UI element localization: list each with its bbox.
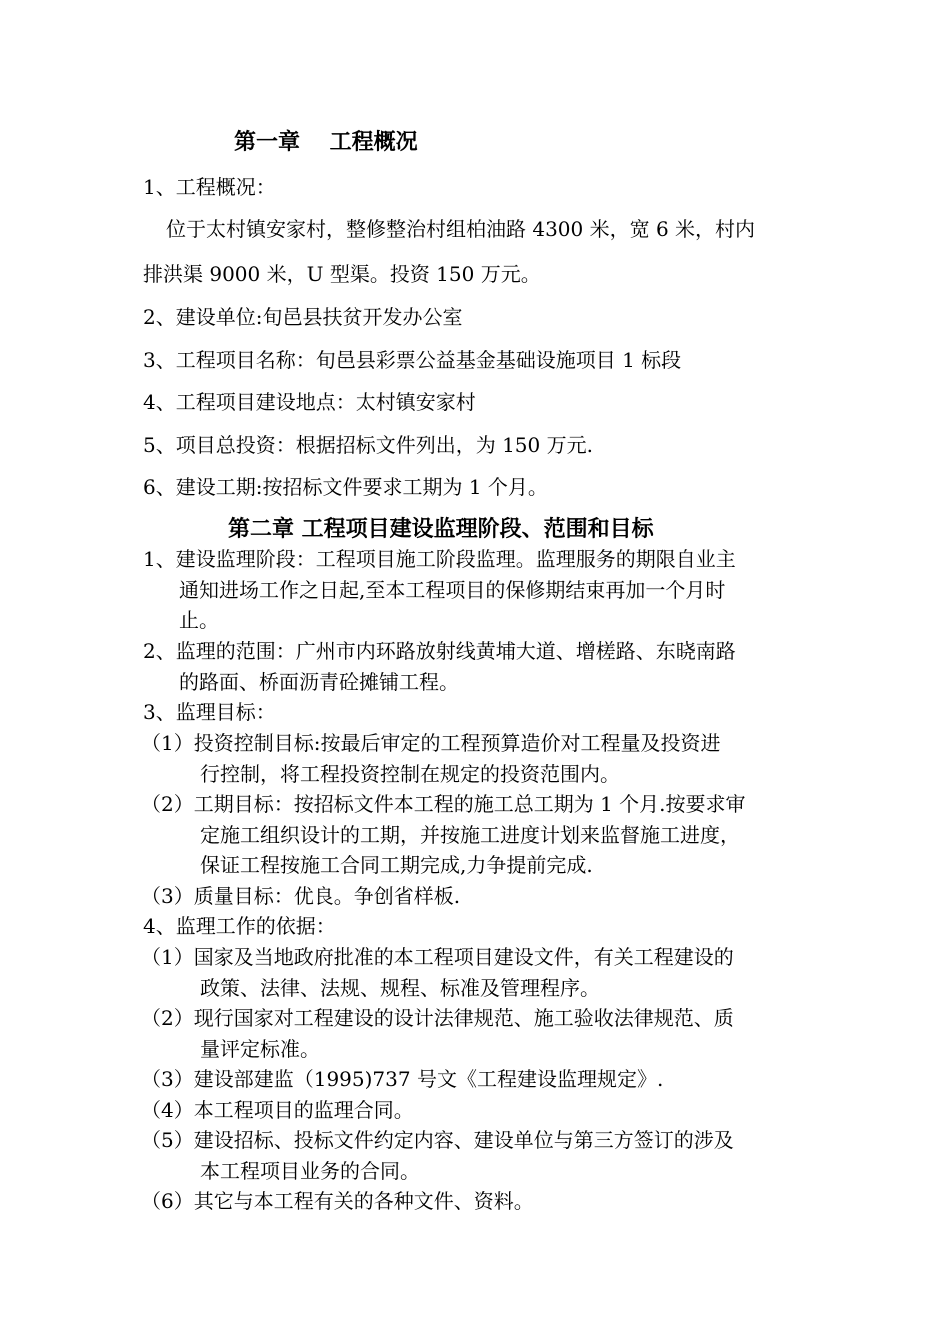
- ch1-item-5: 5、项目总投资：根据招标文件列出，为 150 万元.: [143, 433, 593, 457]
- ch2-item-3-1-line1: （1）投资控制目标:按最后审定的工程预算造价对工程量及投资进: [141, 731, 721, 755]
- ch2-item-3-1-line2: 行控制，将工程投资控制在规定的投资范围内。: [200, 762, 620, 786]
- ch2-item-3-2-line1: （2）工期目标：按招标文件本工程的施工总工期为 1 个月.按要求审: [141, 792, 746, 816]
- ch1-item-1-text-line2: 排洪渠 9000 米，U 型渠。投资 150 万元。: [143, 262, 541, 286]
- ch1-item-3: 3、工程项目名称：旬邑县彩票公益基金基础设施项目 1 标段: [143, 348, 682, 372]
- ch2-item-4-1-line2: 政策、法律、法规、规程、标准及管理程序。: [200, 976, 600, 1000]
- ch2-item-1-line1: 1、建设监理阶段：工程项目施工阶段监理。监理服务的期限自业主: [143, 547, 736, 571]
- ch2-item-1-line3: 止。: [179, 608, 219, 632]
- chapter-1-title: 第一章 工程概况: [234, 129, 418, 155]
- ch2-item-4-6: （6）其它与本工程有关的各种文件、资料。: [141, 1189, 534, 1213]
- ch1-item-6: 6、建设工期:按招标文件要求工期为 1 个月。: [143, 475, 548, 499]
- chapter-2-title: 第二章 工程项目建设监理阶段、范围和目标: [228, 516, 654, 542]
- ch2-item-4-2-line2: 量评定标准。: [200, 1037, 320, 1061]
- ch2-item-2-line1: 2、监理的范围：广州市内环路放射线黄埔大道、增槎路、东晓南路: [143, 639, 736, 663]
- ch2-item-4-2-line1: （2）现行国家对工程建设的设计法律规范、施工验收法律规范、质: [141, 1006, 734, 1030]
- ch1-item-1-text-line1: 位于太村镇安家村，整修整治村组柏油路 4300 米，宽 6 米，村内: [166, 217, 756, 241]
- ch2-item-3: 3、监理目标：: [143, 700, 276, 724]
- ch2-item-3-2-line2: 定施工组织设计的工期，并按施工进度计划来监督施工进度，: [200, 823, 740, 847]
- ch1-item-1-label: 1、工程概况：: [143, 175, 276, 199]
- ch2-item-2-line2: 的路面、桥面沥青砼摊铺工程。: [179, 670, 459, 694]
- ch2-item-3-2-line3: 保证工程按施工合同工期完成,力争提前完成.: [200, 853, 593, 877]
- ch2-item-4-5-line2: 本工程项目业务的合同。: [200, 1159, 420, 1183]
- ch2-item-4-3: （3）建设部建监（1995)737 号文《工程建设监理规定》.: [141, 1067, 664, 1091]
- ch2-item-4: 4、监理工作的依据：: [143, 914, 336, 938]
- ch2-item-4-5-line1: （5）建设招标、投标文件约定内容、建设单位与第三方签订的涉及: [141, 1128, 734, 1152]
- ch2-item-4-4: （4）本工程项目的监理合同。: [141, 1098, 414, 1122]
- ch2-item-4-1-line1: （1）国家及当地政府批准的本工程项目建设文件，有关工程建设的: [141, 945, 734, 969]
- ch2-item-3-3: （3）质量目标：优良。争创省样板.: [141, 884, 461, 908]
- ch1-item-2: 2、建设单位:旬邑县扶贫开发办公室: [143, 305, 463, 329]
- ch1-item-4: 4、工程项目建设地点：太村镇安家村: [143, 390, 476, 414]
- ch2-item-1-line2: 通知进场工作之日起,至本工程项目的保修期结束再加一个月时: [179, 578, 726, 602]
